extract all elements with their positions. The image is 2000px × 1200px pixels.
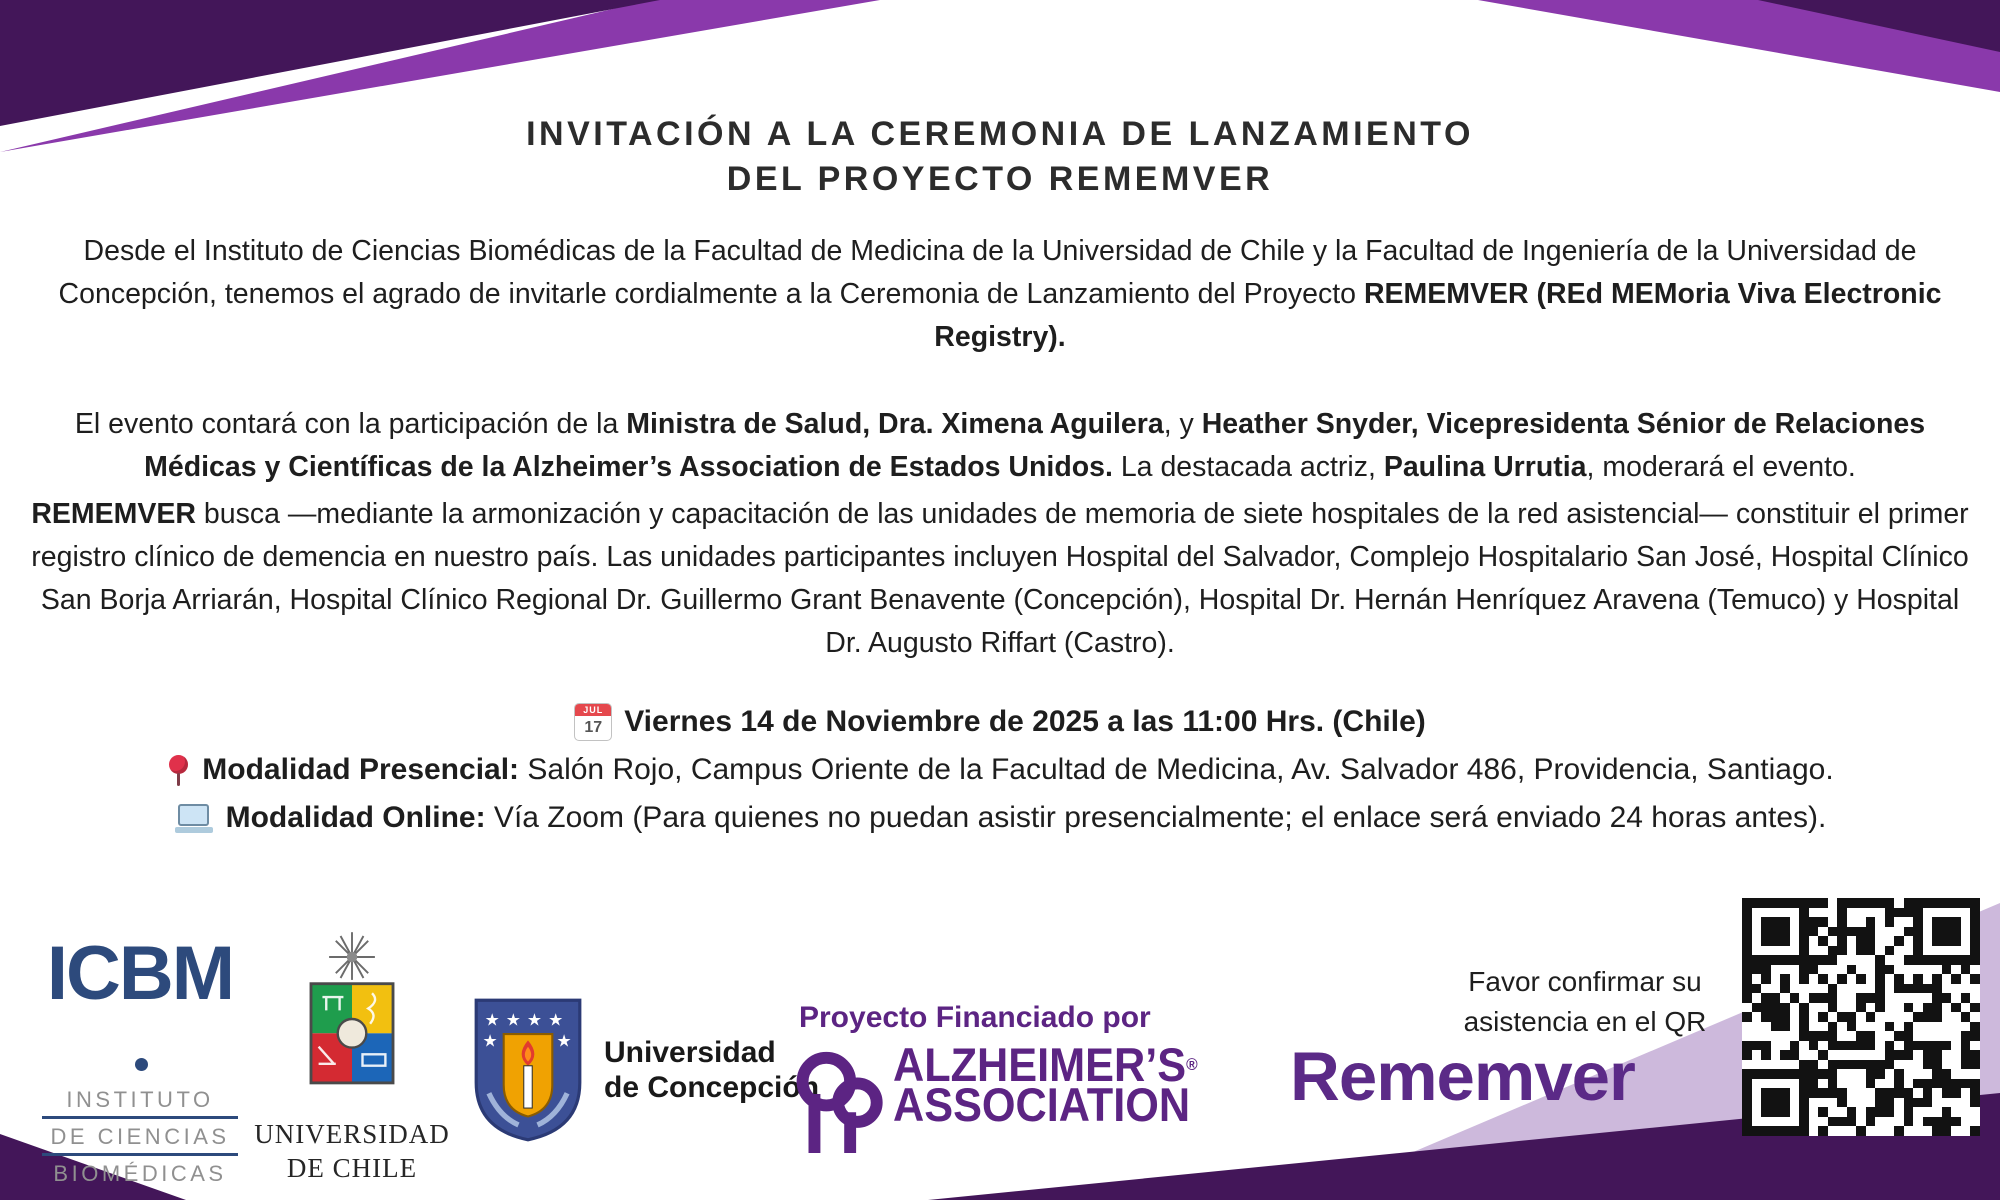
calendar-icon-month: JUL <box>575 704 611 716</box>
icbm-logo-acronym: ICBM <box>42 938 238 1082</box>
event-date-text: Viernes 14 de Noviembre de 2025 a las 11:00 Hrs. (Chile) <box>624 705 1426 738</box>
svg-text:★: ★ <box>548 1009 564 1030</box>
svg-text:★: ★ <box>484 1009 500 1030</box>
laptop-icon <box>174 804 214 833</box>
qr-note-line2: asistencia en el QR <box>1463 1006 1707 1037</box>
page-title <box>0 112 2000 202</box>
page-title-line1: INVITACIÓN A LA CEREMONIA DE LANZAMIENTO <box>526 115 1474 153</box>
qr-note-line1: Favor confirmar su <box>1468 966 1702 997</box>
icbm-logo <box>42 931 238 1190</box>
calendar-icon <box>574 703 612 741</box>
alzheimers-wordmark-line2: ASSOCIATION <box>893 1078 1191 1131</box>
funded-by-label: Proyecto Financiado por <box>799 1001 1151 1034</box>
uchile-name-line1: UNIVERSIDAD <box>254 1119 450 1149</box>
alzheimers-brand-icon <box>795 1045 887 1153</box>
speakers-paragraph: El evento contará con la participación de la Ministra de Salud, Dra. Ximena Aguilera, y Heather Snyder, Vicepresidenta Sénior de Relaciones Médicas y Científicas de la Alzheimer’s Association de Estados Unidos. La destacada actriz, Paulina Urrutia, moderará el evento. <box>74 408 1926 483</box>
svg-text:★: ★ <box>482 1030 498 1051</box>
udec-name <box>604 1035 819 1105</box>
intro-paragraph: Desde el Instituto de Ciencias Biomédicas de la Facultad de Medicina de la Universidad de Chile y la Facultad de Ingeniería de la Universidad de Concepción, tenemos el agrado de invitarle cordialmente a la Ceremonia de Lanzamiento del Proyecto REMEMVER (REd MEMoria Viva Electronic Registry). <box>58 235 1942 353</box>
registered-mark: ® <box>1186 1055 1198 1074</box>
udec-name-line1: Universidad <box>604 1036 776 1069</box>
modality-presencial-line <box>30 748 1970 792</box>
icbm-logo-line3: BIOMÉDICAS <box>53 1161 227 1187</box>
decor-triangle-top-left-dark <box>0 0 660 126</box>
icbm-logo-line2: DE CIENCIAS <box>42 1119 238 1156</box>
qr-confirmation-note <box>1440 962 1730 1042</box>
alzheimers-association-logo <box>795 1001 1224 1153</box>
location-pin-icon <box>166 755 190 786</box>
udec-name-line2: de Concepción <box>604 1071 820 1104</box>
modality-presencial-text: Modalidad Presencial: Salón Rojo, Campus Oriente de la Facultad de Medicina, Av. Salvador 486, Providencia, Santiago. <box>202 753 1834 786</box>
universidad-de-concepcion-logo <box>468 996 819 1144</box>
svg-text:★: ★ <box>505 1009 521 1030</box>
qr-code <box>1742 898 1980 1136</box>
page-title-line2: DEL PROYECTO REMEMVER <box>726 160 1274 198</box>
alzheimers-wordmark <box>893 1038 1198 1131</box>
calendar-icon-day: 17 <box>584 719 603 736</box>
uchile-crest-icon <box>290 926 414 1112</box>
uchile-name-line2: DE CHILE <box>286 1153 418 1183</box>
universidad-de-chile-logo <box>252 926 452 1185</box>
modality-online-text: Modalidad Online: Vía Zoom (Para quienes no puedan asistir presencialmente; el enlace será enviado 24 horas antes). <box>225 801 1827 834</box>
svg-text:★: ★ <box>556 1030 572 1051</box>
event-date-line <box>30 700 1970 744</box>
icbm-logo-line1: INSTITUTO <box>42 1082 238 1119</box>
icbm-logo-dot <box>135 1058 148 1071</box>
project-description-paragraph: REMEMVER busca —mediante la armonización y capacitación de las unidades de memoria de siete hospitales de la red asistencial— constituir el primer registro clínico de demencia en nuestro país. Las unidades participantes incluyen Hospital del Salvador, Complejo Hospitalario San José, Hospital Clínico San Borja Arriarán, Hospital Clínico Regional Dr. Guillermo Grant Benavente (Concepción), Hospital Dr. Hernán Henríquez Aravena (Temuco) y Hospital Dr. Augusto Riffart (Castro). <box>31 498 1969 659</box>
udec-shield-icon <box>468 996 588 1144</box>
modality-online-line <box>30 796 1970 840</box>
svg-text:★: ★ <box>526 1009 543 1030</box>
alzheimers-wordmark-line1: ALZHEIMER’S <box>893 1038 1187 1091</box>
rememver-logo: Rememver <box>1290 1038 1635 1115</box>
